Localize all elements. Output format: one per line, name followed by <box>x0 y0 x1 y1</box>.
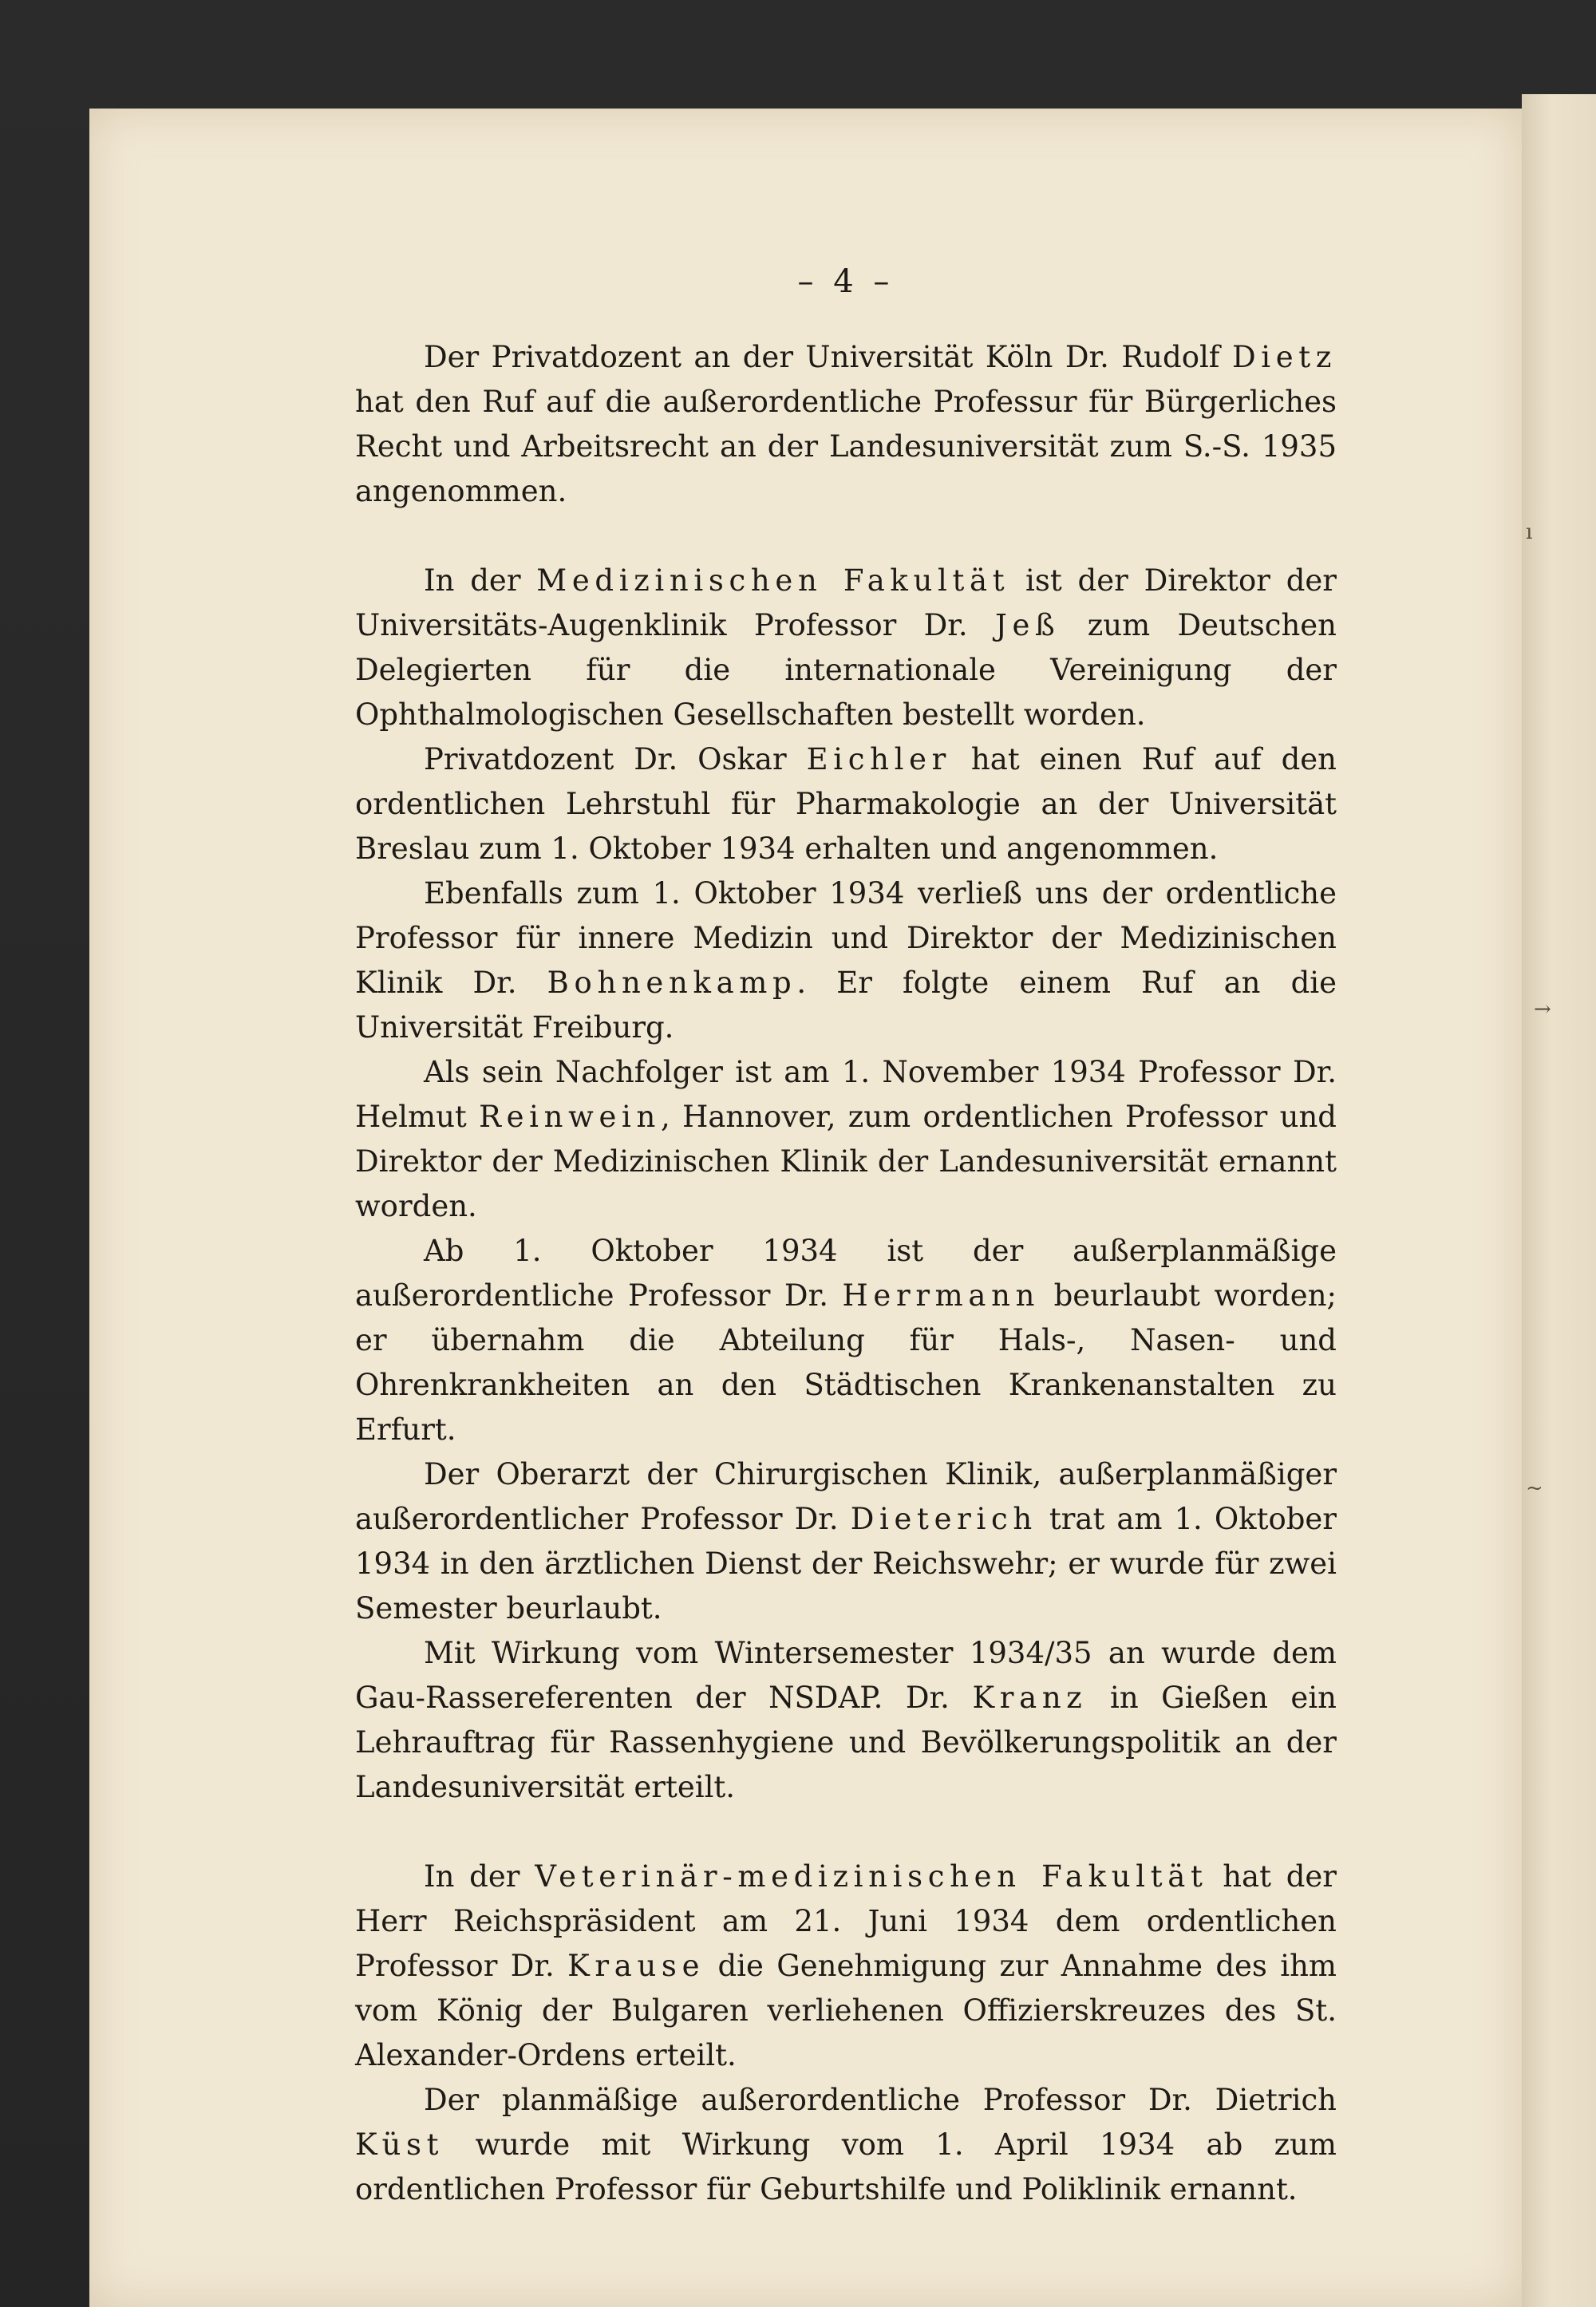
emphasized-name: Veterinär-medizinischen Fakultät <box>535 1859 1208 1894</box>
text-run: in Gießen ein Lehrauftrag für Rassenhygiene und Bevölkerungspolitik an der Landesuniversität erteilt. <box>355 1681 1337 1804</box>
paragraph <box>355 1631 1337 1810</box>
paragraph <box>355 335 1337 514</box>
text-run: Der Oberarzt der Chirurgischen Klinik, außerplanmäßiger außerordentlicher Professor Dr. <box>355 1457 1337 1536</box>
paragraph <box>355 737 1337 871</box>
margin-smudge-mark: ~ <box>1526 1476 1543 1500</box>
emphasized-name: Kranz <box>972 1681 1088 1715</box>
emphasized-name: Medizinischen Fakultät <box>536 563 1010 598</box>
emphasized-name: Küst <box>355 2127 444 2162</box>
text-run: hat einen Ruf auf den ordentlichen Lehrstuhl für Pharmakologie an der Universität Breslau zum 1. Oktober 1934 erhalten und angenommen. <box>355 742 1337 866</box>
facing-page-edge <box>1522 94 1596 2307</box>
text-run: beurlaubt worden; er übernahm die Abteilung für Hals-, Nasen- und Ohrenkrankheiten an den Städtischen Krankenanstalten zu Erfurt. <box>355 1278 1337 1447</box>
text-run: Der planmäßige außerordentliche Professor Dr. Dietrich <box>424 2083 1337 2117</box>
emphasized-name: Dieterich <box>850 1502 1037 1536</box>
text-run: Der Privatdozent an der Universität Köln Dr. Rudolf <box>424 340 1232 374</box>
text-run: Als sein Nachfolger ist am 1. November 1934 Professor Dr. Helmut <box>355 1055 1337 1134</box>
emphasized-name: Jeß <box>994 608 1061 642</box>
margin-tick-mark: ı <box>1526 520 1533 544</box>
paragraph <box>355 559 1337 737</box>
paragraph <box>355 1229 1337 1452</box>
paragraph <box>355 871 1337 1050</box>
text-run: Ab 1. Oktober 1934 ist der außerplanmäßige außerordentliche Professor Dr. <box>355 1234 1337 1313</box>
text-run: , Hannover, zum ordentlichen Professor und Direktor der Medizinischen Klinik der Landesuniversität ernannt worden. <box>355 1100 1337 1223</box>
text-run: wurde mit Wirkung vom 1. April 1934 ab zum ordentlichen Professor für Geburtshilfe und Poliklinik ernannt. <box>355 2127 1337 2206</box>
text-run: die Genehmigung zur Annahme des ihm vom König der Bulgaren verliehenen Offizierskreuzes des St. Alexander-Ordens erteilt. <box>355 1949 1337 2072</box>
margin-arrow-mark: → <box>1534 997 1551 1021</box>
paragraph <box>355 2078 1337 2212</box>
text-run: . Er folgte einem Ruf an die Universität Freiburg. <box>355 966 1337 1045</box>
emphasized-name: Reinwein <box>479 1100 662 1134</box>
text-run: Ebenfalls zum 1. Oktober 1934 verließ uns der ordentliche Professor für innere Medizin und Direktor der Medizinischen Klinik Dr. <box>355 876 1337 1000</box>
text-run: zum Deutschen Delegierten für die internationale Vereinigung der Ophthalmologischen Gesellschaften bestellt worden. <box>355 608 1337 732</box>
emphasized-name: Eichler <box>806 742 952 776</box>
emphasized-name: Krause <box>567 1949 705 1983</box>
text-run: Mit Wirkung vom Wintersemester 1934/35 an wurde dem Gau-Rassereferenten der NSDAP. Dr. <box>355 1636 1337 1715</box>
page-number: – 4 – <box>797 263 895 300</box>
text-run: In der <box>424 563 537 598</box>
emphasized-name: Dietz <box>1231 340 1337 374</box>
text-run: hat den Ruf auf die außerordentliche Professur für Bürgerliches Recht und Arbeitsrecht an der Landesuniversität zum S.-S. 1935 angenommen. <box>355 385 1337 508</box>
text-run: trat am 1. Oktober 1934 in den ärztlichen Dienst der Reichswehr; er wurde für zwei Semester beurlaubt. <box>355 1502 1337 1626</box>
paragraph <box>355 1050 1337 1229</box>
page-text <box>355 263 1337 2212</box>
emphasized-name: Herrmann <box>842 1278 1041 1313</box>
text-run: ist der Direktor der Universitäts-Augenklinik Professor Dr. <box>355 563 1337 642</box>
paragraph <box>355 1855 1337 2078</box>
emphasized-name: Bohnenkamp <box>547 966 797 1000</box>
paragraph-list <box>355 335 1337 2212</box>
text-run: Privatdozent Dr. Oskar <box>424 742 807 776</box>
text-run: hat der Herr Reichspräsident am 21. Juni 1934 dem ordentlichen Professor Dr. <box>355 1859 1337 1983</box>
paragraph <box>355 1452 1337 1631</box>
text-run: In der <box>424 1859 535 1894</box>
